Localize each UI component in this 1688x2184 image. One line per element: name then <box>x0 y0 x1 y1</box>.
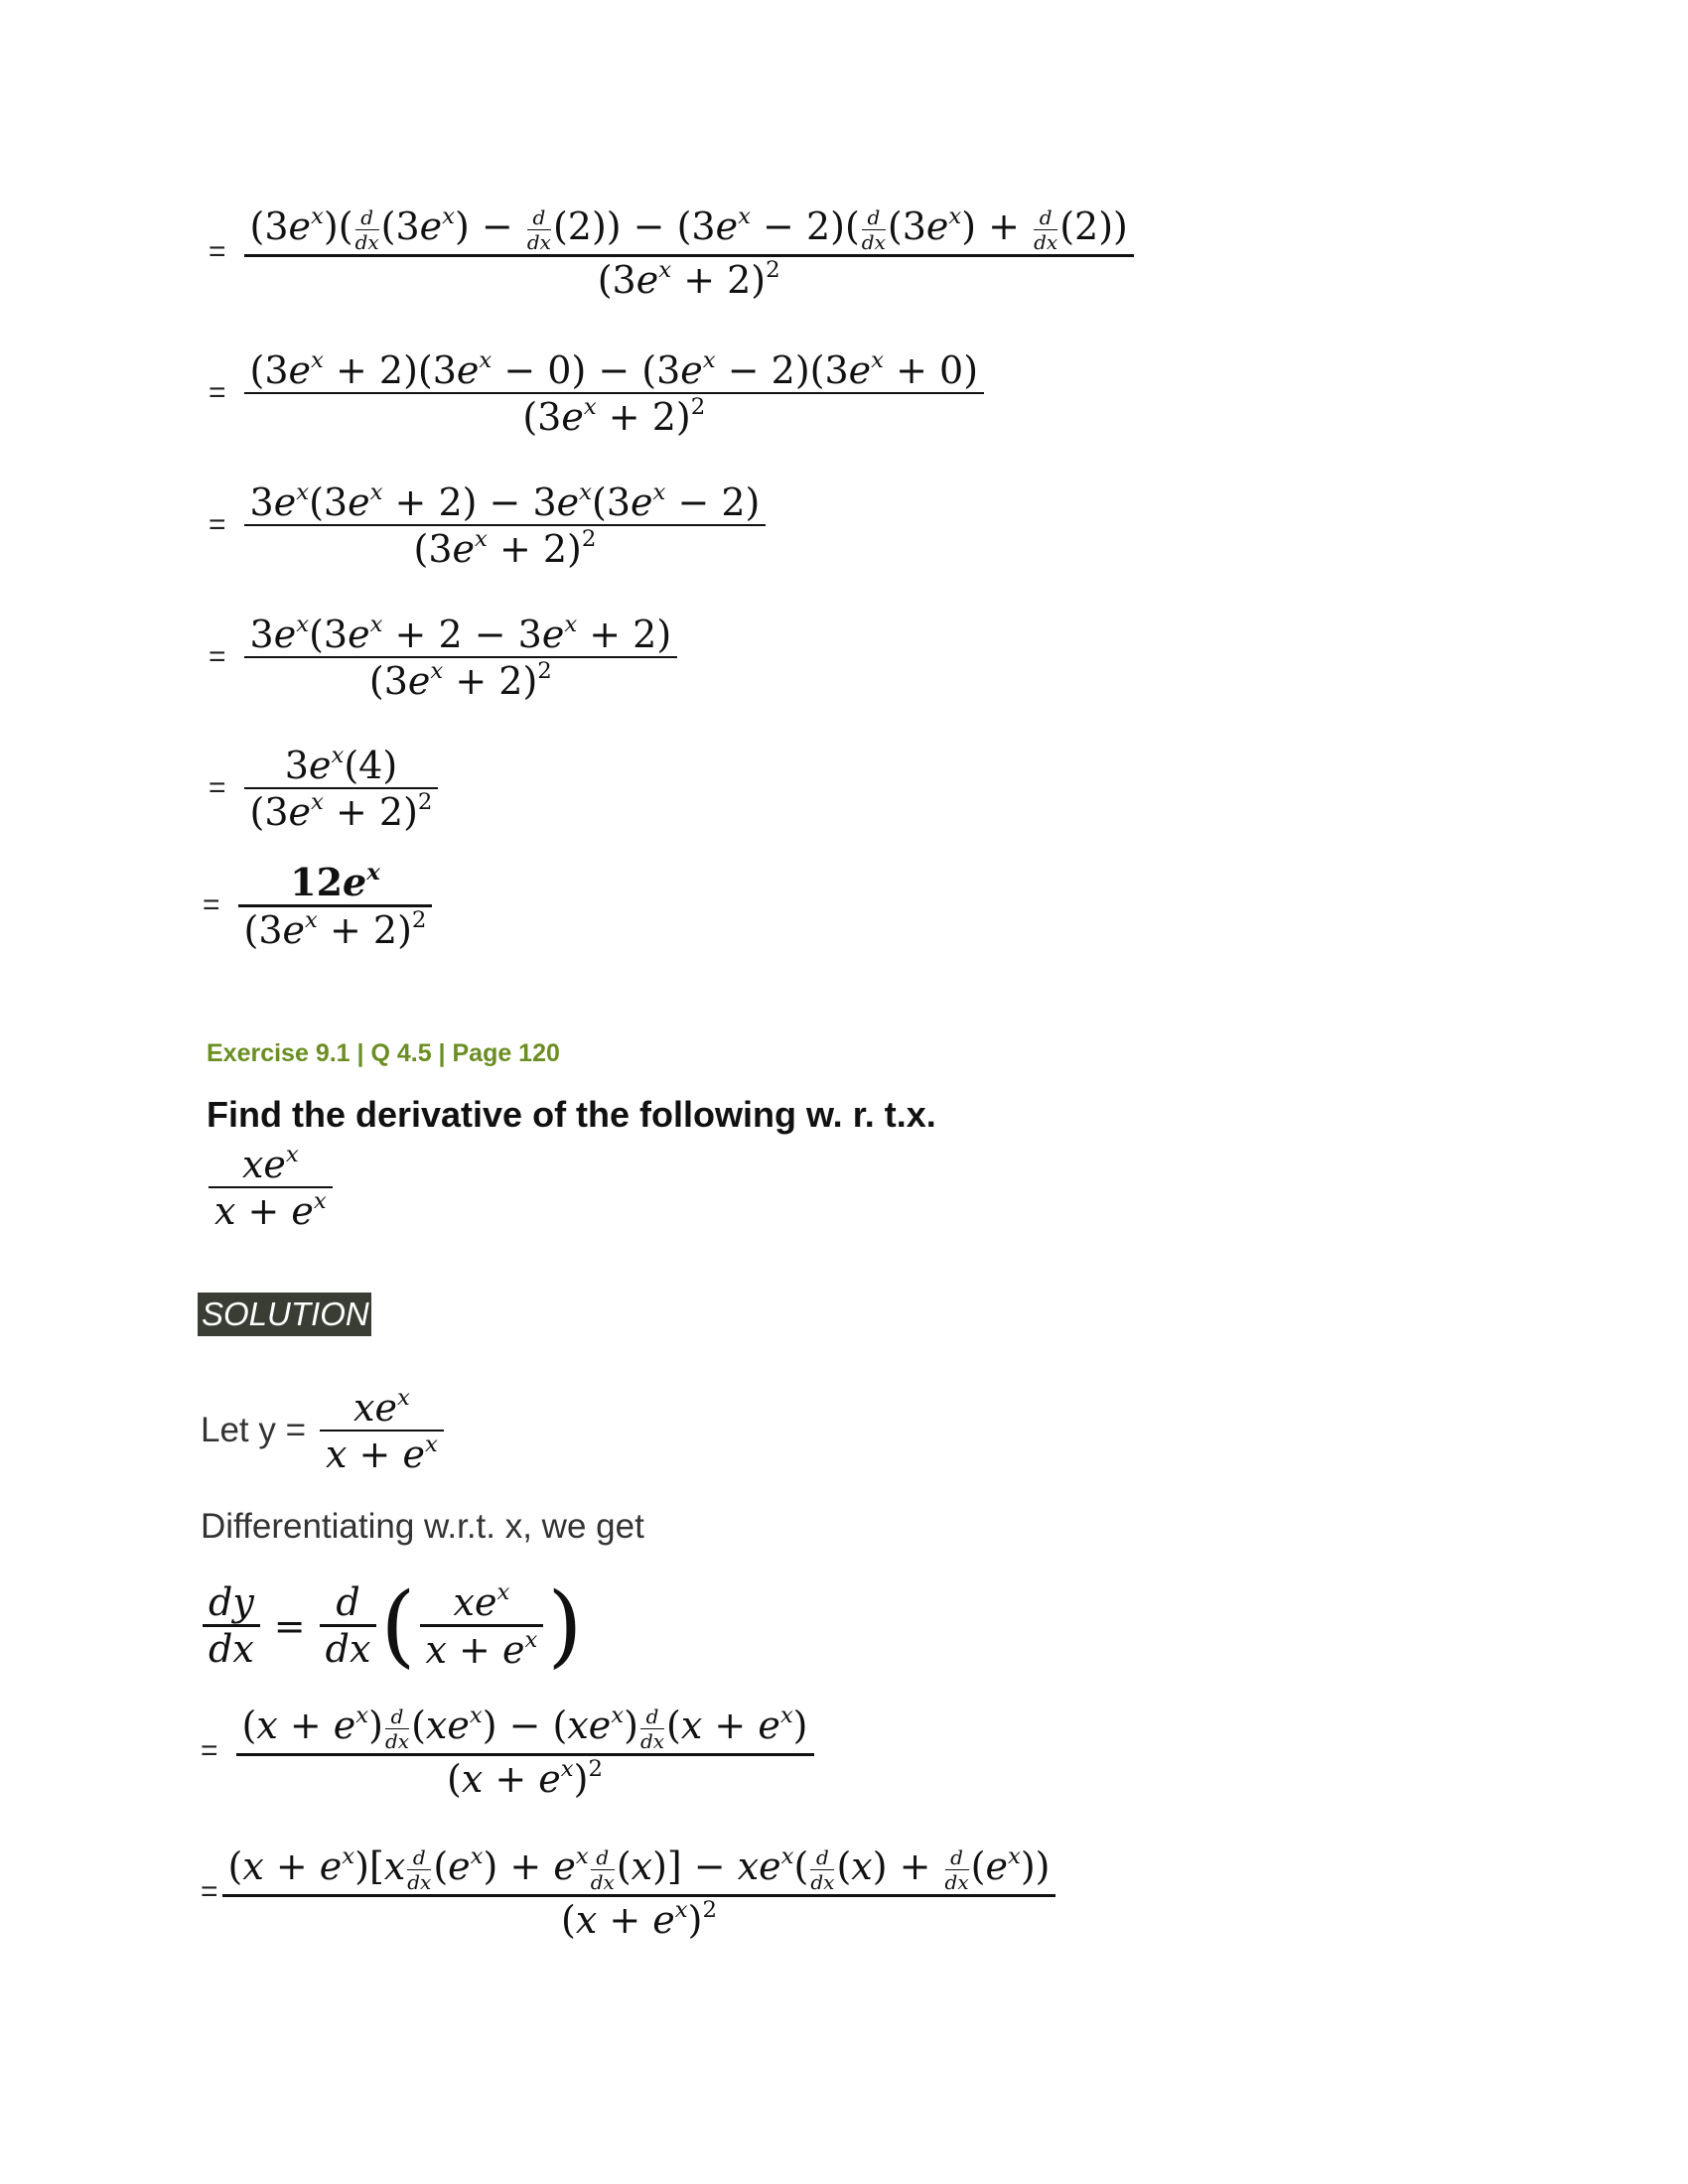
denominator: $(3e^x + 2)^2$ <box>368 658 552 704</box>
fraction <box>244 743 439 834</box>
let-y-line <box>201 1385 444 1476</box>
equals-sign: = <box>209 640 226 674</box>
fraction <box>244 347 984 439</box>
step-1 <box>209 204 1134 302</box>
solution-step-3 <box>201 1843 1055 1942</box>
fraction <box>244 204 1134 302</box>
denominator: $x + e^x$ <box>214 1188 327 1234</box>
numerator: $3e^x(3e^x + 2) - 3e^x(3e^x - 2)$ <box>249 479 761 524</box>
solution-step-2 <box>201 1703 814 1801</box>
equals-sign: = <box>203 888 220 922</box>
fraction <box>320 1385 444 1476</box>
denominator: $(3e^x + 2)^2$ <box>249 789 433 835</box>
denominator: $(x + e^x)^2$ <box>447 1755 603 1801</box>
numerator: $12e^x$ <box>290 860 380 904</box>
numerator: $(3e^x)$( $\frac{d}{dx}$ $(3e^x)$ − $\frac{d}{dx}$ $(2)) - (3e^x - 2)$( $\frac{d}{dx}$ $(3e^x)$ + $\frac{d}{dx}$ (2)) <box>249 204 1128 255</box>
step-2 <box>209 347 984 439</box>
fraction <box>244 479 767 571</box>
dy-dx-line <box>203 1573 586 1678</box>
fraction <box>209 1142 333 1233</box>
let-label: Let y = <box>201 1411 307 1450</box>
solution-badge: SOLUTION <box>198 1293 371 1336</box>
numerator: $(x + e^x)[x$ $\frac{d}{dx}$ $(e^x) + e^x$ $\frac{d}{dx}$ $(x)] - xe^x$( $\frac{d}{dx}$ (x) + $\frac{d}{dx}$ $(e^x)$) <box>227 1843 1051 1895</box>
denominator: $x + e^x$ <box>326 1432 438 1477</box>
question-expression <box>209 1142 333 1233</box>
numerator: $xe^x$ <box>353 1385 410 1430</box>
differentiating-text: Differentiating w.r.t. x, we get <box>201 1507 644 1546</box>
equals-sign: = <box>209 508 226 542</box>
equals-sign: = <box>209 235 226 269</box>
step-3 <box>209 479 766 571</box>
denominator: $(3e^x + 2)^2$ <box>597 256 780 302</box>
fraction <box>238 860 433 951</box>
exercise-reference: Exercise 9.1 | Q 4.5 | Page 120 <box>207 1039 560 1067</box>
right-paren: ) <box>547 1573 583 1678</box>
step-6 <box>203 860 432 951</box>
step-5 <box>209 743 438 834</box>
fraction <box>244 612 678 703</box>
d-dx: $\frac{d}{dx}$ <box>320 1580 377 1671</box>
numerator: $3e^x(4)$ <box>284 743 398 787</box>
numerator: $(3e^x + 2)(3e^x - 0) - (3e^x - 2)(3e^x + 0)$ <box>249 347 979 392</box>
equals-sign: = <box>201 1734 218 1768</box>
dy-dx: $\frac{dy}{dx}$ <box>203 1580 260 1671</box>
step-4 <box>209 612 677 703</box>
numerator: $xe^x$ <box>242 1142 299 1186</box>
denominator: $(x + e^x)^2$ <box>561 1896 717 1942</box>
equals-sign: = <box>273 1603 306 1648</box>
equals-sign: = <box>201 1875 218 1909</box>
fraction <box>236 1703 814 1801</box>
fraction: $\frac{xe^x}{x + e^x}$ <box>420 1579 544 1671</box>
question-text: Find the derivative of the following w. r. t.x. <box>207 1094 936 1135</box>
numerator: $3e^x(3e^x + 2 - 3e^x + 2)$ <box>249 612 672 656</box>
denominator: $(3e^x + 2)^2$ <box>522 394 706 440</box>
denominator: $(3e^x + 2)^2$ <box>243 906 427 952</box>
equals-sign: = <box>209 376 226 410</box>
equals-sign: = <box>209 771 226 805</box>
numerator: $(x + e^x)$ $\frac{d}{dx}$ $(xe^x) - (xe^x)$ $\frac{d}{dx}$ $(x + e^x)$ <box>241 1703 808 1754</box>
fraction <box>222 1843 1056 1942</box>
left-paren: ( <box>380 1573 416 1678</box>
denominator: $(3e^x + 2)^2$ <box>413 526 597 572</box>
